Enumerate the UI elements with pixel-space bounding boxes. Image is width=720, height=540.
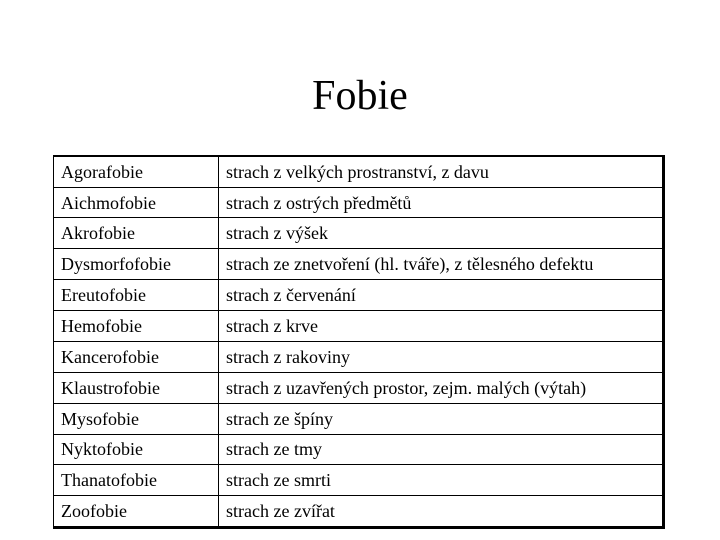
- phobia-definition: strach ze tmy: [219, 434, 663, 465]
- phobia-term: Dysmorfofobie: [54, 249, 219, 280]
- table-row: [54, 157, 662, 187]
- phobia-term: Akrofobie: [54, 218, 219, 249]
- table-row: [54, 249, 662, 280]
- slide-title: Fobie: [312, 73, 408, 119]
- table-row: [54, 403, 662, 434]
- table-row: [54, 434, 662, 465]
- phobia-term: Agorafobie: [54, 157, 219, 187]
- table-row: [54, 341, 662, 372]
- phobia-term: Klaustrofobie: [54, 372, 219, 403]
- table-row: [54, 280, 662, 311]
- table-row: [54, 218, 662, 249]
- phobia-definition: strach ze smrti: [219, 465, 663, 496]
- phobia-term: Hemofobie: [54, 311, 219, 342]
- phobia-definition: strach z krve: [219, 311, 663, 342]
- table-row: [54, 187, 662, 218]
- phobia-term: Nyktofobie: [54, 434, 219, 465]
- phobia-definition: strach z ostrých předmětů: [219, 187, 663, 218]
- phobia-term: Aichmofobie: [54, 187, 219, 218]
- phobia-definition: strach ze zvířat: [219, 496, 663, 526]
- table-row: [54, 465, 662, 496]
- phobia-definition: strach z výšek: [219, 218, 663, 249]
- table-row: [54, 372, 662, 403]
- phobia-definition: strach z uzavřených prostor, zejm. malých (výtah): [219, 372, 663, 403]
- table-row: [54, 496, 662, 526]
- phobia-term: Thanatofobie: [54, 465, 219, 496]
- phobia-term: Mysofobie: [54, 403, 219, 434]
- phobia-term: Ereutofobie: [54, 280, 219, 311]
- phobia-definition: strach z velkých prostranství, z davu: [226, 161, 489, 182]
- phobia-definition: strach ze znetvoření (hl. tváře), z tělesného defektu: [219, 249, 663, 280]
- phobia-term: Kancerofobie: [54, 341, 219, 372]
- phobia-definition: strach z červenání: [219, 280, 663, 311]
- phobia-table: [54, 157, 662, 526]
- phobia-definition: strach ze špíny: [219, 403, 663, 434]
- phobia-term: Zoofobie: [54, 496, 219, 526]
- phobia-definition: strach z rakoviny: [219, 341, 663, 372]
- table-row: [54, 311, 662, 342]
- phobia-table-frame: [53, 155, 665, 529]
